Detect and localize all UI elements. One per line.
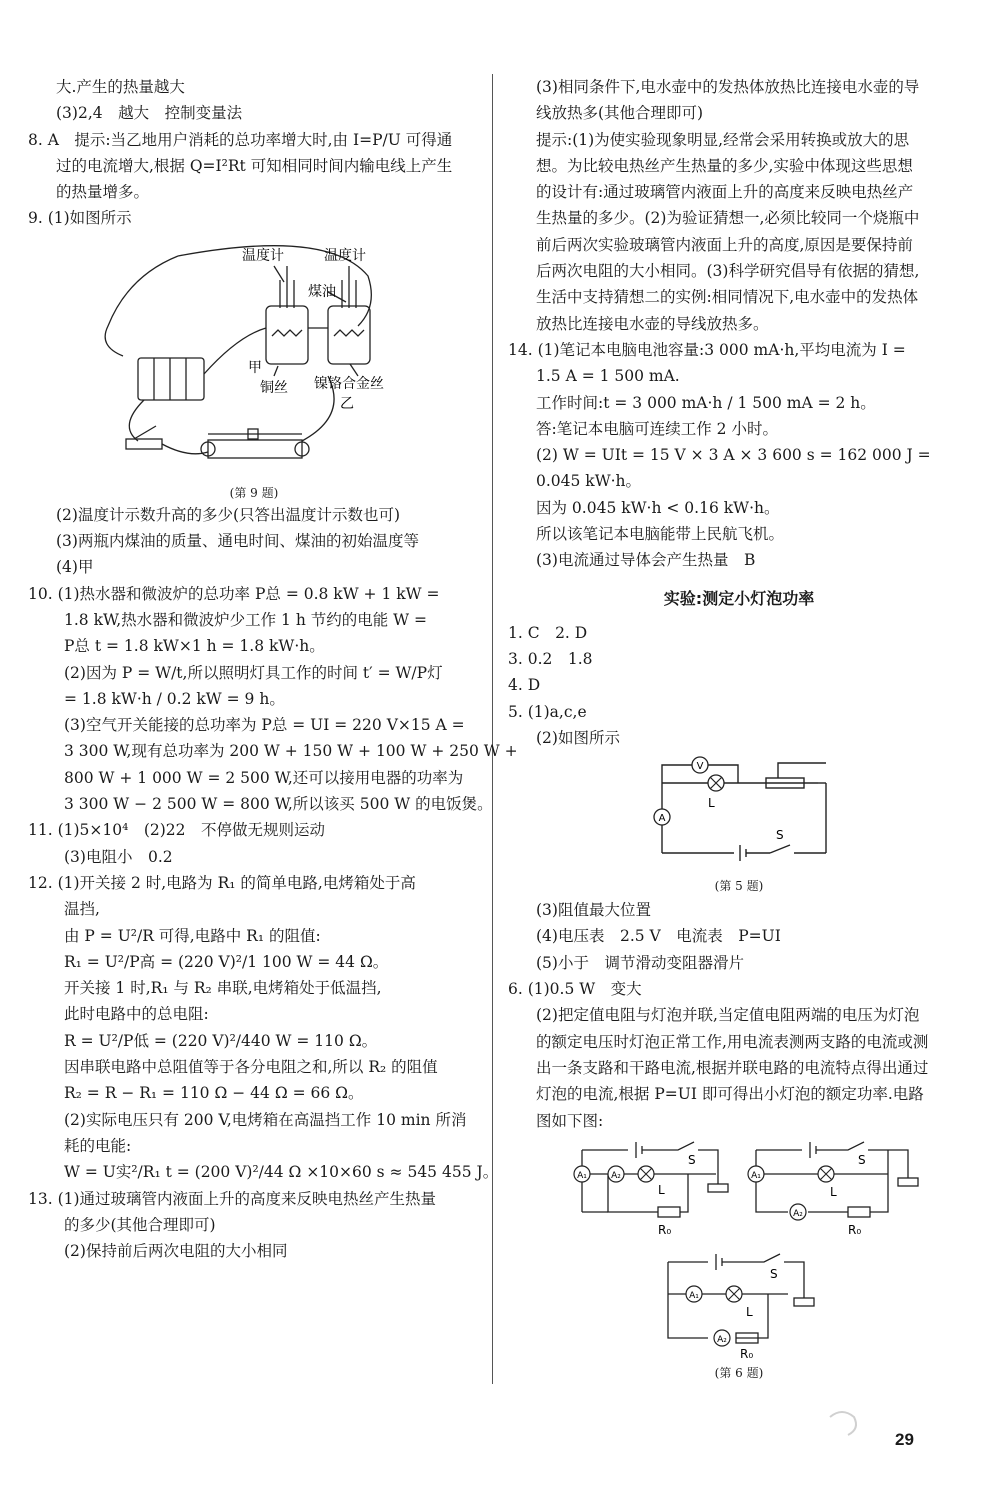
figure-6 xyxy=(508,1138,970,1378)
switch-label-1: S xyxy=(688,1152,696,1167)
text-line: (2)温度计示数升高的多少(只答出温度计示数也可) xyxy=(56,505,401,524)
text-line: R = U²/P低 = (220 V)²/440 W = 110 Ω。 xyxy=(64,1031,378,1050)
label-copper-wire: 铜丝 xyxy=(260,379,288,396)
figure-9-caption: (第 9 题) xyxy=(229,485,279,500)
column-divider xyxy=(492,74,493,1384)
figure-5-circuit xyxy=(508,755,970,873)
text-line: 由 P = U²/R 可得,电路中 R₁ 的阻值: xyxy=(64,926,321,945)
text-line: 出一条支路和干路电流,根据并联电路的电流特点得出通过 xyxy=(536,1058,929,1077)
text-line: 过的电流增大,根据 Q=I²Rt 可知相同时间内输电线上产生 xyxy=(56,156,453,175)
ammeter-a2-label: A₂ xyxy=(611,1170,621,1181)
ammeter-a2-label-3: A₂ xyxy=(717,1334,727,1345)
figure-5 xyxy=(508,755,970,893)
lamp-label-3: L xyxy=(746,1304,753,1319)
text-line: 800 W + 1 000 W = 2 500 W,还可以接用电器的功率为 xyxy=(64,768,464,787)
text-line: (4)甲 xyxy=(56,558,94,577)
text-line: 9. (1)如图所示 xyxy=(28,209,132,228)
watermark-logo xyxy=(810,1405,990,1483)
label-yi: 乙 xyxy=(340,395,354,412)
text-line: 因串联电路中总阻值等于各分电阻之和,所以 R₂ 的阻值 xyxy=(64,1058,438,1077)
text-line: 12. (1)开关接 2 时,电路为 R₁ 的简单电路,电烤箱处于高 xyxy=(28,873,416,892)
text-line: (5)小于 调节滑动变阻器滑片 xyxy=(536,953,744,972)
text-line: 开关接 1 时,R₁ 与 R₂ 串联,电烤箱处于低温挡, xyxy=(64,979,382,998)
text-line: = 1.8 kW·h / 0.2 kW = 9 h。 xyxy=(64,689,285,708)
text-line: 耗的电能: xyxy=(64,1136,132,1155)
text-line: (3)2,4 越大 控制变量法 xyxy=(56,104,243,123)
text-line: 放热比连接电水壶的导线放热多。 xyxy=(536,314,769,333)
label-jia: 甲 xyxy=(248,359,262,376)
ammeter-a2-label-2: A₂ xyxy=(793,1208,803,1219)
text-line: 灯泡的电流,根据 P=UI 即可得出小灯泡的额定功率.电路 xyxy=(536,1085,924,1104)
figure-6-caption: (第 6 题) xyxy=(714,1365,764,1380)
text-line: 1. C 2. D xyxy=(508,623,588,642)
right-column xyxy=(508,74,970,1382)
text-line: 所以该笔记本电脑能带上民航飞机。 xyxy=(536,525,785,544)
label-thermometer-1: 温度计 xyxy=(242,247,284,264)
text-line: 答:笔记本电脑可连续工作 2 小时。 xyxy=(536,419,778,438)
text-line: (2)因为 P = W/t,所以照明灯具工作的时间 t′ = W/P灯 xyxy=(64,663,443,682)
text-line: (3)电阻小 0.2 xyxy=(64,847,173,866)
text-line: (4)电压表 2.5 V 电流表 P=UI xyxy=(536,927,781,946)
text-line: (2)实际电压只有 200 V,电烤箱在高温挡工作 10 min 所消 xyxy=(64,1110,467,1129)
ammeter-a1-label: A₁ xyxy=(577,1170,587,1181)
text-line: W = U实²/R₁ t = (200 V)²/44 Ω ×10×60 s ≈ 545 455 J。 xyxy=(64,1163,499,1182)
text-line: 想。为比较电热丝产生热量的多少,实验中体现这些思想 xyxy=(536,156,913,175)
voltmeter-label: V xyxy=(696,761,704,773)
text-line: 提示:(1)为使实验现象明显,经常会采用转换或放大的思 xyxy=(536,130,910,149)
figure-5-caption: (第 5 题) xyxy=(714,879,764,894)
text-line: 生活中支持猜想二的实例:相同情况下,电水壶中的发热体 xyxy=(536,288,919,307)
text-line: 13. (1)通过玻璃管内液面上升的高度来反映电热丝产生热量 xyxy=(28,1189,437,1208)
switch-label-3: S xyxy=(770,1266,778,1281)
text-line: (3)阻值最大位置 xyxy=(536,901,651,920)
text-line: 4. D xyxy=(508,676,541,695)
ammeter-label: A xyxy=(658,813,666,825)
text-line: 大.产生的热量越大 xyxy=(56,78,185,96)
text-line: 1.8 kW,热水器和微波炉少工作 1 h 节约的电能 W = xyxy=(64,610,428,629)
lamp-label-2: L xyxy=(830,1184,837,1199)
text-line: (3)空气开关能接的总功率为 P总 = UI = 220 V×15 A = xyxy=(64,716,465,735)
text-line: 6. (1)0.5 W 变大 xyxy=(508,980,642,999)
text-line: 10. (1)热水器和微波炉的总功率 P总 = 0.8 kW + 1 kW = xyxy=(28,584,440,603)
label-kerosene: 煤油 xyxy=(308,283,336,300)
text-line: 5. (1)a,c,e xyxy=(508,702,587,721)
text-line: (2) W = UIt = 15 V × 3 A × 3 600 s = 162 000 J = xyxy=(536,446,931,465)
text-line: 3 300 W,现有总功率为 200 W + 150 W + 100 W + 250 W + xyxy=(64,742,518,761)
text-line: 14. (1)笔记本电脑电池容量:3 000 mA·h,平均电流为 I = xyxy=(508,340,906,359)
switch-label: S xyxy=(776,828,784,843)
resistor-label-1: R₀ xyxy=(658,1222,672,1237)
text-line: (3)相同条件下,电水壶中的发热体放热比连接电水壶的导 xyxy=(536,78,920,96)
text-line: 线放热多(其他合理即可) xyxy=(536,104,704,123)
label-nichrome-wire: 镍铬合金丝 xyxy=(314,375,384,392)
text-line: 前后两次实验玻璃管内液面上升的高度,原因是要保持前 xyxy=(536,235,913,254)
switch-label-2: S xyxy=(858,1152,866,1167)
text-line: (3)电流通过导体会产生热量 B xyxy=(536,551,756,570)
figure-6-circuits xyxy=(508,1138,970,1360)
text-line: (2)把定值电阻与灯泡并联,当定值电阻两端的电压为灯泡 xyxy=(536,1006,920,1025)
lamp-label-1: L xyxy=(658,1182,665,1197)
text-line: 图如下图: xyxy=(536,1111,604,1130)
text-line: 此时电路中的总电阻: xyxy=(64,1005,209,1024)
ammeter-a1-label-3: A₁ xyxy=(689,1290,699,1301)
text-line: 0.045 kW·h。 xyxy=(536,472,642,491)
text-line: (2)如图所示 xyxy=(536,728,620,747)
text-line: R₂ = R − R₁ = 110 Ω − 44 Ω = 66 Ω。 xyxy=(64,1084,364,1103)
text-line: R₁ = U²/P高 = (220 V)²/1 100 W = 44 Ω。 xyxy=(64,952,389,971)
resistor-label-2: R₀ xyxy=(848,1222,862,1237)
figure-9-diagram xyxy=(28,236,480,480)
label-thermometer-2: 温度计 xyxy=(324,247,366,264)
figure-9 xyxy=(28,236,480,498)
text-line: 3 300 W − 2 500 W = 800 W,所以该买 500 W 的电饭煲。 xyxy=(64,795,493,814)
text-line: 1.5 A = 1 500 mA. xyxy=(536,367,680,386)
page-number: 29 xyxy=(895,1430,914,1449)
text-line: 3. 0.2 1.8 xyxy=(508,649,593,668)
text-line: P总 t = 1.8 kW×1 h = 1.8 kW·h。 xyxy=(64,637,325,656)
text-line: 的设计有:通过玻璃管内液面上升的高度来反映电热丝产 xyxy=(536,183,914,202)
text-line: 8. A 提示:当乙地用户消耗的总功率增大时,由 I=P/U 可得通 xyxy=(28,130,453,149)
text-line: 11. (1)5×10⁴ (2)22 不停做无规则运动 xyxy=(28,821,325,840)
text-line: (3)两瓶内煤油的质量、通电时间、煤油的初始温度等 xyxy=(56,532,419,551)
left-column xyxy=(28,74,518,1264)
resistor-label-3: R₀ xyxy=(740,1346,754,1360)
text-line: 的热量增多。 xyxy=(56,183,150,202)
text-line: 的额定电压时灯泡正常工作,用电流表测两支路的电流或测 xyxy=(536,1032,929,1051)
text-line: 工作时间:t = 3 000 mA·h / 1 500 mA = 2 h。 xyxy=(536,393,876,412)
lamp-label: L xyxy=(708,796,715,811)
text-line: 后两次电阻的大小相同。(3)科学研究倡导有依据的猜想, xyxy=(536,262,920,281)
text-line: 温挡, xyxy=(64,900,100,919)
text-line: 的多少(其他合理即可) xyxy=(64,1215,216,1234)
text-line: 生热量的多少。(2)为验证猜想一,必须比较同一个烧瓶中 xyxy=(536,209,920,228)
ammeter-a1-label-2: A₁ xyxy=(751,1170,761,1181)
text-line: 因为 0.045 kW·h < 0.16 kW·h。 xyxy=(536,498,780,517)
section-title: 实验:测定小灯泡功率 xyxy=(663,588,815,608)
text-line: (2)保持前后两次电阻的大小相同 xyxy=(64,1242,288,1261)
